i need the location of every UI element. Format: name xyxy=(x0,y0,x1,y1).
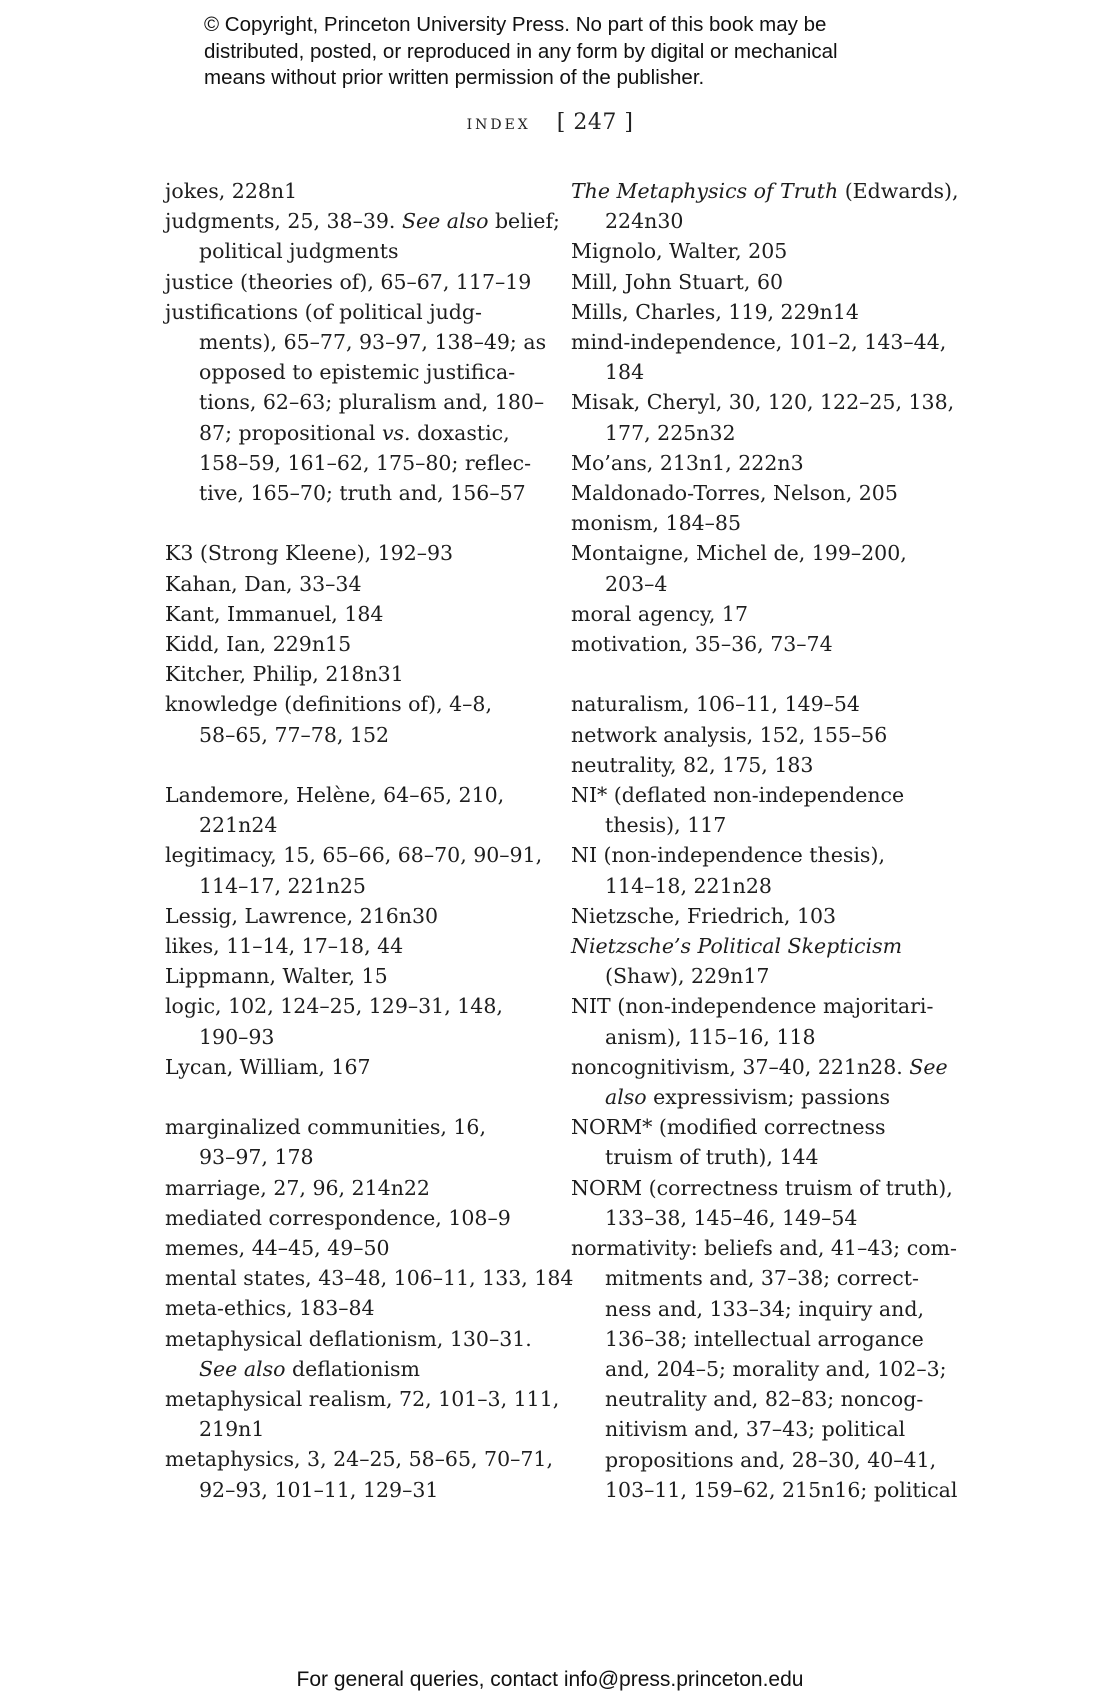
letter-group-gap xyxy=(165,508,540,538)
index-entry: memes, 44–45, 49–50 xyxy=(165,1236,390,1261)
index-entry: NORM* (modified correctness truism of truth), 144 xyxy=(571,1115,886,1170)
index-entry: network analysis, 152, 155–56 xyxy=(571,722,888,747)
index-entry: Kahan, Dan, 33–34 xyxy=(165,571,362,596)
copyright-line: distributed, posted, or reproduced in any form by digital or mechanical xyxy=(204,39,838,63)
index-entry: Landemore, Helène, 64–65, 210, 221n24 xyxy=(165,783,505,838)
copyright-line: means without prior written permission of the publisher. xyxy=(204,66,705,89)
index-entry: metaphysics, 3, 24–25, 58–65, 70–71, 92–93, 101–11, 129–31 xyxy=(165,1447,553,1502)
index-entry: Kitcher, Philip, 218n31 xyxy=(165,662,404,687)
index-column-left xyxy=(165,176,574,1505)
index-entry: judgments, 25, 38–39. See also belief; political judgments xyxy=(165,209,560,264)
section-label: index xyxy=(466,110,531,134)
index-entry: logic, 102, 124–25, 129–31, 148, 190–93 xyxy=(165,994,503,1049)
index-entry: Lycan, William, 167 xyxy=(165,1054,371,1079)
index-entry: Lessig, Lawrence, 216n30 xyxy=(165,903,439,928)
index-entry: Kidd, Ian, 229n15 xyxy=(165,632,352,657)
index-entry: legitimacy, 15, 65–66, 68–70, 90–91, 114–17, 221n25 xyxy=(165,843,543,898)
index-column-right xyxy=(571,176,961,1505)
index-entry: NI (non-independence thesis), 114–18, 221n28 xyxy=(571,843,885,898)
index-entry: Lippmann, Walter, 15 xyxy=(165,964,388,989)
letter-group-gap xyxy=(571,659,961,689)
index-entry: metaphysical realism, 72, 101–3, 111, 219n1 xyxy=(165,1387,560,1442)
index-entry: motivation, 35–36, 73–74 xyxy=(571,632,833,657)
index-entry: noncognitivism, 37–40, 221n28. See also expressivism; passions xyxy=(571,1054,948,1110)
index-entry: Montaigne, Michel de, 199–200, 203–4 xyxy=(571,541,907,596)
letter-group-gap xyxy=(165,750,540,780)
index-entry: meta-ethics, 183–84 xyxy=(165,1296,375,1321)
index-entry: normativity: beliefs and, 41–43; com- mitments and, 37–38; correct- ness and, 133–34; inquiry and, 136–38; intellectual arrogance and, 204–5; morality and, 102–3; neutrality and, 82–83; noncog- nitivism and, 37–43; political propositions and, 28–30, 40–41, 103–11, 159–62, 215n16; political xyxy=(571,1236,958,1502)
index-entry: Mills, Charles, 119, 229n14 xyxy=(571,299,859,324)
index-entry: Kant, Immanuel, 184 xyxy=(165,601,384,626)
index-entry: NIT (non-independence majoritari- anism), 115–16, 118 xyxy=(571,994,934,1049)
index-entry: Nietzsche, Friedrich, 103 xyxy=(571,903,837,928)
index-entry: knowledge (definitions of), 4–8, 58–65, 77–78, 152 xyxy=(165,692,492,747)
index-entry: jokes, 228n1 xyxy=(165,179,298,203)
index-entry: Mo’ans, 213n1, 222n3 xyxy=(571,450,804,475)
copyright-line: © Copyright, Princeton University Press. No part of this book may be xyxy=(204,13,827,36)
page-number: [ 247 ] xyxy=(556,110,634,135)
index-entry: NORM (correctness truism of truth), 133–38, 145–46, 149–54 xyxy=(571,1175,953,1230)
index-entry: NI* (deflated non-independence thesis), 117 xyxy=(571,783,905,838)
index-entry: Misak, Cheryl, 30, 120, 122–25, 138, 177, 225n32 xyxy=(571,390,955,445)
index-entry: The Metaphysics of Truth (Edwards), 224n30 xyxy=(571,179,959,234)
index-entry: monism, 184–85 xyxy=(571,511,741,536)
index-entry: Mignolo, Walter, 205 xyxy=(571,239,788,264)
index-entry: likes, 11–14, 17–18, 44 xyxy=(165,934,404,959)
index-entry: mental states, 43–48, 106–11, 133, 184 xyxy=(165,1266,574,1291)
index-entry: Mill, John Stuart, 60 xyxy=(571,269,784,294)
index-entry: naturalism, 106–11, 149–54 xyxy=(571,692,860,717)
index-entry: neutrality, 82, 175, 183 xyxy=(571,752,814,777)
footer-contact: For general queries, contact info@press.princeton.edu xyxy=(296,1668,804,1691)
index-entry: mediated correspondence, 108–9 xyxy=(165,1205,511,1230)
index-entry: Nietzsche’s Political Skepticism (Shaw), 229n17 xyxy=(571,934,903,989)
index-entry: K3 (Strong Kleene), 192–93 xyxy=(165,541,454,566)
running-head xyxy=(0,110,1100,135)
index-entry: marriage, 27, 96, 214n22 xyxy=(165,1175,430,1200)
copyright-notice xyxy=(204,12,964,92)
index-entry: justifications (of political judg- ments), 65–77, 93–97, 138–49; as opposed to epistemic justifica- tions, 62–63; pluralism and, 180– 87; propositional vs. doxastic, 158–59, 161–62, 175–80; reflec- tive, 165–70; truth and, 156–57 xyxy=(165,299,547,506)
index-entry: Maldonado-Torres, Nelson, 205 xyxy=(571,481,898,506)
index-entry: justice (theories of), 65–67, 117–19 xyxy=(165,269,532,294)
index-entry: marginalized communities, 16, 93–97, 178 xyxy=(165,1115,486,1170)
index-entry: mind-independence, 101–2, 143–44, 184 xyxy=(571,330,947,385)
index-entry: moral agency, 17 xyxy=(571,601,749,626)
index-entry: metaphysical deflationism, 130–31. See also deflationism xyxy=(165,1326,532,1381)
letter-group-gap xyxy=(165,1082,540,1112)
